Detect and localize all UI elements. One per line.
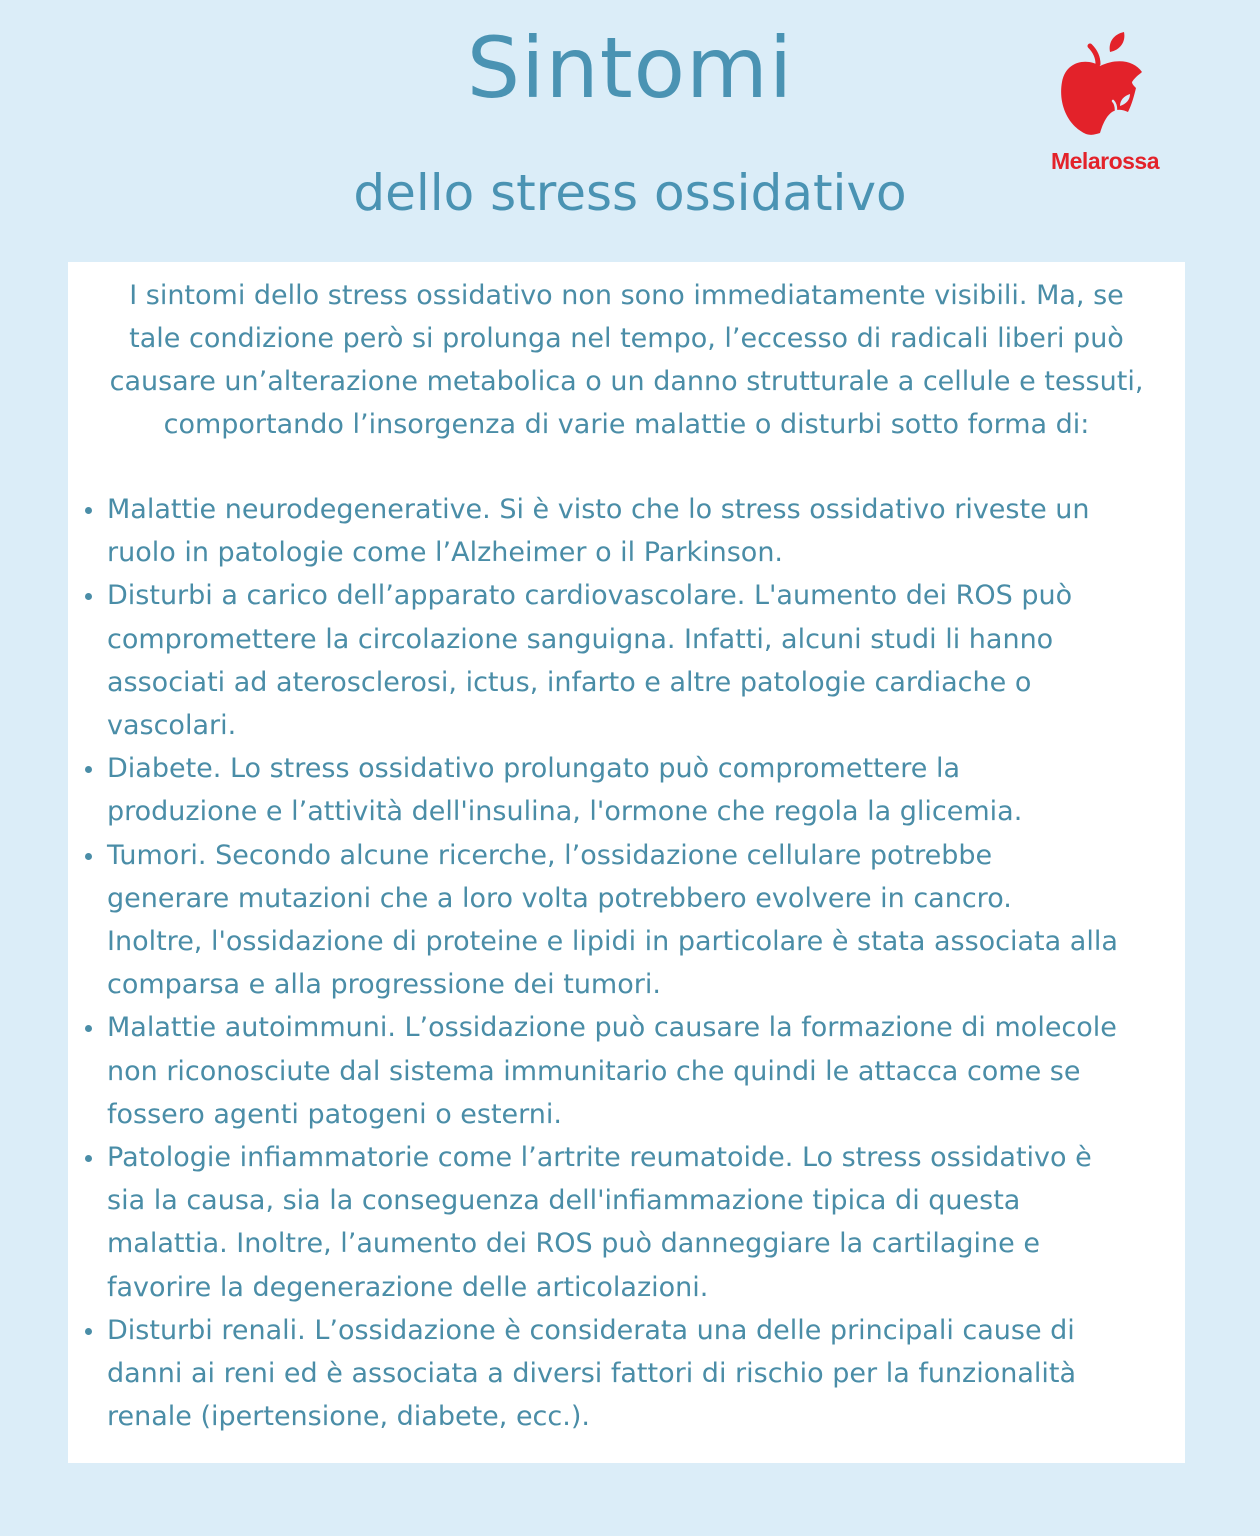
symptom-neurodegenerative [68,488,1185,574]
symptom-line: Disturbi renali. L’ossidazione è considerata una delle principali cause di [107,1314,1075,1346]
symptoms-list [68,488,1185,1438]
symptom-line: Malattie neurodegenerative. Si è visto che lo stress ossidativo riveste un [107,494,1090,525]
symptom-line: generare mutazioni che a loro volta potrebbero evolvere in cancro. [107,882,1012,914]
bullet-icon [85,593,92,600]
symptom-line: Disturbi a carico dell’apparato cardiovascolare. L'aumento dei ROS può [107,580,1073,612]
apple-icon [1058,30,1150,142]
symptom-line: Diabete. Lo stress ossidativo prolungato può compromettere la [107,753,961,785]
content-card [68,262,1185,1463]
intro-line: I sintomi dello stress ossidativo non sono immediatamente visibili. Ma, se [129,280,1124,311]
intro-paragraph [68,274,1185,446]
symptom-line: non riconosciute dal sistema immunitario che quindi le attacca come se [107,1055,1081,1087]
symptom-line: vascolari. [107,710,237,742]
symptom-line: favorire la degenerazione delle articolazioni. [107,1271,709,1303]
symptom-line: malattia. Inoltre, l’aumento dei ROS può danneggiare la cartilagine e [107,1228,1040,1260]
symptom-autoimmune [68,1006,1185,1136]
symptom-diabetes [68,747,1185,833]
symptom-inflammatory [68,1136,1185,1309]
bullet-icon [85,1155,92,1162]
symptom-line: Tumori. Secondo alcune ricerche, l’ossidazione cellulare potrebbe [107,839,993,871]
symptom-line: associati ad aterosclerosi, ictus, infarto e altre patologie cardiache o [107,666,1032,698]
symptom-line: Patologie infiammatorie come l’artrite reumatoide. Lo stress ossidativo è [107,1142,1092,1174]
bullet-icon [85,853,92,860]
symptom-line: Inoltre, l'ossidazione di proteine e lipidi in particolare è stata associata alla [107,926,1118,958]
symptom-line: Malattie autoimmuni. L’ossidazione può causare la formazione di molecole [107,1012,1117,1044]
symptom-cardiovascular [68,574,1185,747]
intro-line: causare un’alterazione metabolica o un danno strutturale a cellule e tessuti, [109,366,1144,397]
bullet-icon [85,766,92,773]
intro-line: tale condizione però si prolunga nel tempo, l’eccesso di radicali liberi può [129,323,1124,354]
page-subtitle: dello stress ossidativo [353,164,907,222]
symptom-tumors [68,834,1185,1007]
symptom-line: ruolo in patologie come l’Alzheimer o il Parkinson. [107,537,784,569]
brand-name: Melarossa [1050,148,1159,174]
symptom-line: fossero agenti patogeni o esterni. [107,1098,562,1130]
intro-line: comportando l’insorgenza di varie malattie o disturbi sotto forma di: [163,409,1090,440]
symptom-renal [68,1309,1185,1439]
bullet-icon [85,507,92,514]
symptom-line: renale (ipertensione, diabete, ecc.). [107,1401,590,1433]
bullet-icon [85,1328,92,1335]
symptom-line: danni ai reni ed è associata a diversi fattori di rischio per la funzionalità [107,1358,1077,1390]
melarossa-logo [1038,30,1172,180]
symptom-line: produzione e l’attività dell'insulina, l'ormone che regola la glicemia. [107,796,1023,828]
page-title: Sintomi [466,19,794,117]
symptom-line: compromettere la circolazione sanguigna. Infatti, alcuni studi li hanno [107,623,1054,655]
bullet-icon [85,1025,92,1032]
symptom-line: sia la causa, sia la conseguenza dell'infiammazione tipica di questa [107,1185,1021,1217]
symptom-line: comparsa e alla progressione dei tumori. [107,969,661,1001]
